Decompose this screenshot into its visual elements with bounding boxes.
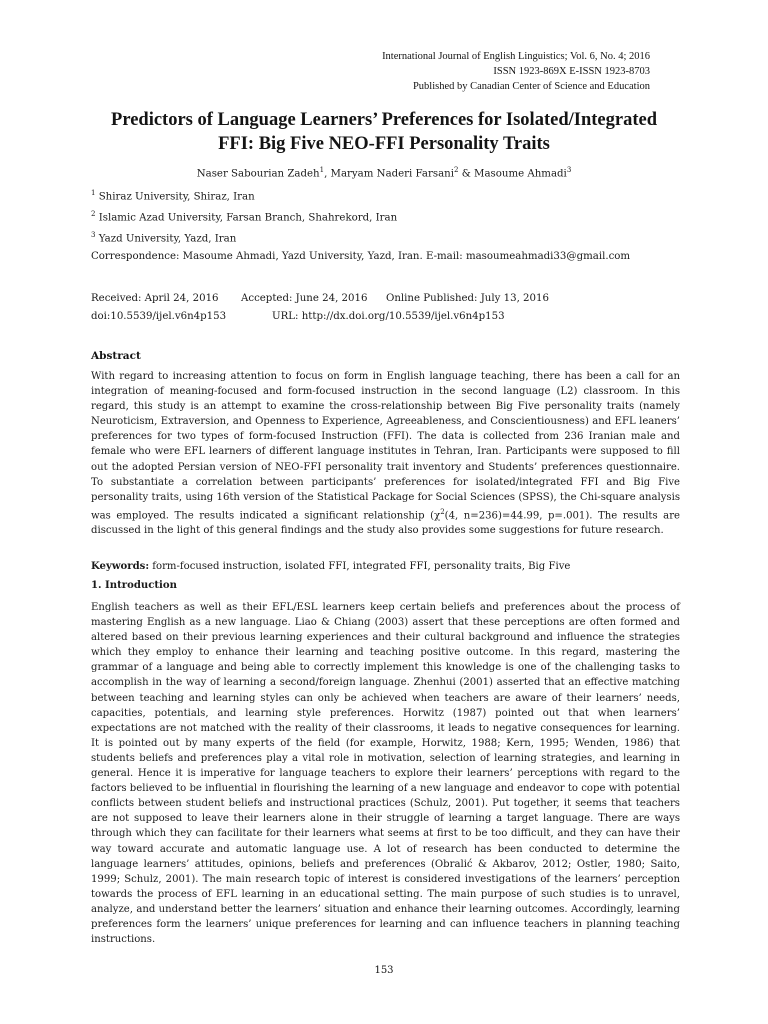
affiliation-text: Shiraz University, Shiraz, Iran [95,191,255,203]
issn-line: ISSN 1923-869X E-ISSN 1923-8703 [493,66,650,77]
abstract-body-end: (4, n=236)=44.99, p=.001). The results are discussed in the light of this general findings and the study also provides some suggestions for future research. [91,510,680,537]
author-affil-marker: 1 [319,166,325,174]
title-line-2: FFI: Big Five NEO-FFI Personality Traits [218,134,550,154]
affiliation-number: 3 [91,231,96,239]
author-name: Masoume Ahmadi [474,168,567,180]
author-separator: & [458,168,475,180]
title-line-1: Predictors of Language Learners’ Preferences for Isolated/Integrated [111,110,657,130]
author-separator: , [324,168,331,180]
journal-citation: International Journal of English Linguistics; Vol. 6, No. 4; 2016 [382,51,650,62]
author-list [0,166,768,179]
accepted-date: Accepted: June 24, 2016 [241,293,368,304]
abstract-body: With regard to increasing attention to focus on form in English language teaching, there has been a call for an integration of meaning-focused and form-focused instruction in the second language (L2) classroom. In this regard, this study is an attempt to examine the cross-relationship between Big Five personality traits (namely Neuroticism, Extraversion, and Openness to Experience, Agreeableness, and Conscientiousness) and EFL leaners’ preferences for two types of form-focused Instruction (FFI). The data is collected from 236 Iranian male and female who were EFL learners of different language institutes in Tehran, Iran. Participants were supposed to fill out the adopted Persian version of NEO-FFI personality trait inventory and Students’ preferences questionnaire. To substantiate a correlation between participants’ preferences for isolated/integrated FFI and Big Five personality traits, using 16th version of the Statistical Package for Social Sciences (SPSS), the Chi-square analysis was employed. The results indicated a significant relationship (χ [91,371,680,522]
section-heading-introduction: 1. Introduction [91,580,177,591]
author-name: Maryam Naderi Farsani [330,168,454,180]
keywords-label: Keywords: [91,561,150,572]
author-affil-marker: 3 [566,166,572,174]
affiliation-number: 2 [91,210,96,218]
url: URL: http://dx.doi.org/10.5539/ijel.v6n4p153 [272,311,505,322]
author-name: Naser Sabourian Zadeh [196,168,320,180]
journal-header [382,49,650,94]
received-date: Received: April 24, 2016 [91,293,219,304]
keywords-text: form-focused instruction, isolated FFI, integrated FFI, personality traits, Big Five [149,561,571,572]
affiliation-text: Yazd University, Yazd, Iran [95,233,237,245]
publisher-line: Published by Canadian Center of Science and Education [412,81,650,92]
introduction-text: English teachers as well as their EFL/ESL learners keep certain beliefs and preferences about the process of mastering English as a new language. Liao & Chiang (2003) assert that these perceptions are often formed and altered based on their previous learning experiences and their cultural background and influence the strategies which they employ to enhance their learning and teaching positive outcome. In this regard, mastering the grammar of a language and being able to correctly implement this knowledge is one of the challenging tasks to accomplish in the way of learning a second/foreign language. Zhenhui (2001) asserted that an effective matching between teaching and learning styles can only be achieved when teachers are aware of their learners’ needs, capacities, potentials, and learning style preferences. Horwitz (1987) pointed out that when learners’ expectations are not matched with the reality of their classrooms, it leads to negative consequences for learning. It is pointed out by many experts of the field (for example, Horwitz, 1988; Kern, 1995; Wenden, 1986) that students beliefs and preferences play a vital role in motivation, selection of learning strategies, and learning in general. Hence it is imperative for language teachers to explore their learners’ perceptions with regard to the factors believed to be influential in flourishing the learning of a new language and endeavor to cope with potential conflicts between student beliefs and instructional practices (Schulz, 2001). Put together, it seems that teachers are not supposed to leave their learners alone in their struggle of learning a target language. There are ways through which they can facilitate for their learners what seems at first to be too difficult, and they can have their way toward accurate and automatic language use. A lot of research has been conducted to determine the language learners’ attitudes, opinions, beliefs and preferences (Obralić & Akbarov, 2012; Ostler, 1980; Saito, 1999; Schulz, 2001). The main research topic of interest is considered investigations of the learners’ perception towards the process of EFL learning in an educational setting. The main purpose of such studies is to unravel, analyze, and understand better the learners’ situation and enhance their learning outcomes. Accordingly, learning preferences form the learners’ unique preferences for learning and can influence teachers in planning teaching instructions. [91,602,680,946]
affiliation [91,189,255,202]
affiliation [91,231,236,244]
abstract-heading: Abstract [91,350,141,362]
affiliation [91,210,397,223]
author-affil-marker: 2 [454,166,459,174]
keywords [91,559,680,574]
affiliation-text: Islamic Azad University, Farsan Branch, Shahrekord, Iran [95,212,398,224]
page-number: 153 [374,965,394,976]
paper-title [92,108,676,156]
abstract-text [91,369,680,538]
chi-square-superscript: 2 [440,507,445,516]
affiliation-number: 1 [91,189,96,197]
doi: doi:10.5539/ijel.v6n4p153 [91,311,227,322]
published-date: Online Published: July 13, 2016 [386,293,549,304]
correspondence: Correspondence: Masoume Ahmadi, Yazd University, Yazd, Iran. E-mail: masoumeahmadi33@gmail.com [91,251,631,262]
